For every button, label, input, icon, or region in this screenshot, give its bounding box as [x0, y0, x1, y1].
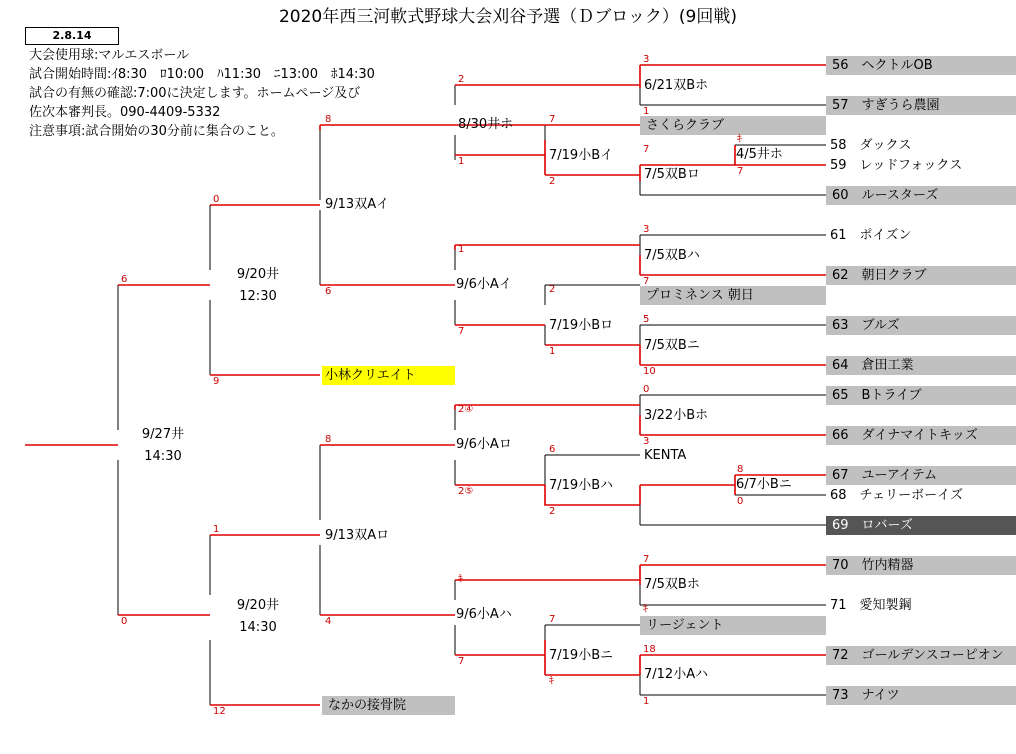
info-start-time: 試合開始時間:ｲ8:30 ﾛ10:00 ﾊ11:30 ﾆ13:00 ﾎ14:30 [29, 67, 375, 82]
match-label: 9/13双Aイ [325, 197, 390, 212]
match-label: 8/30井ホ [458, 117, 514, 132]
team-nakano: なかの接骨院 [322, 696, 455, 715]
match-label: 6/7小Bニ [736, 477, 792, 492]
team-59: 59 レッドフォックス [830, 158, 963, 173]
score: 1 [458, 244, 465, 255]
team-64: 64 倉田工業 [826, 356, 1016, 375]
team-regent: リージェント [640, 616, 826, 635]
team-61: 61 ポイズン [830, 228, 912, 243]
match-label: 7/19小Bニ [549, 648, 614, 663]
score: 6 [121, 274, 128, 285]
score: ｷ [458, 574, 463, 585]
score: 1 [643, 696, 650, 707]
info-umpire: 佐次本審判長。090-4409-5332 [29, 105, 221, 120]
score: 2⑤ [458, 486, 474, 497]
match-time: 12:30 [239, 289, 277, 304]
score: 7 [643, 554, 650, 565]
match-label: 7/19小Bイ [549, 148, 614, 163]
score: 7 [643, 276, 650, 287]
score: 2 [549, 176, 556, 187]
team-67: 67 ユーアイテム [826, 466, 1016, 485]
info-notes: 注意事項:試合開始の30分前に集合のこと。 [29, 124, 284, 139]
team-58: 58 ダックス [830, 138, 912, 153]
match-time: 14:30 [239, 620, 277, 635]
match-label: 7/19小Bハ [549, 478, 614, 493]
info-ball: 大会使用球:マルエスボール [29, 48, 190, 63]
score: 1 [549, 346, 556, 357]
score: 6 [325, 286, 332, 297]
score: 7 [458, 326, 465, 337]
score: ｷ [549, 676, 554, 687]
match-label: 3/22小Bホ [644, 408, 709, 423]
score: ｷ [643, 604, 648, 615]
match-label: 6/21双Bホ [644, 78, 709, 93]
score: 8 [325, 434, 332, 445]
score: 8 [737, 464, 744, 475]
match-label: 9/6小Aイ [456, 277, 512, 292]
team-kobayashi: 小林クリエイト [322, 366, 455, 385]
score: 7 [643, 144, 650, 155]
score: 1 [458, 156, 465, 167]
team-66: 66 ダイナマイトキッズ [826, 426, 1016, 445]
team-62: 62 朝日クラブ [826, 266, 1016, 285]
match-label: 7/5双Bロ [644, 167, 700, 182]
score: 5 [643, 314, 650, 325]
match-label: 7/5双Bニ [644, 338, 700, 353]
score: 2 [549, 506, 556, 517]
score: 7 [737, 166, 744, 177]
score: 3 [643, 224, 650, 235]
score: 1 [213, 524, 220, 535]
team-kenta: KENTA [644, 448, 687, 463]
score: 4 [325, 616, 332, 627]
team-72: 72 ゴールデンスコーピオン [826, 646, 1016, 665]
score: 0 [213, 194, 220, 205]
match-label: 7/5双Bハ [644, 248, 700, 263]
match-label: 9/20井 [236, 598, 280, 613]
team-60: 60 ルースターズ [826, 186, 1016, 205]
match-label: 4/5井ホ [736, 147, 783, 162]
score: 7 [549, 114, 556, 125]
score: ｷ [737, 134, 742, 145]
score: 7 [549, 614, 556, 625]
match-time: 14:30 [144, 449, 182, 464]
match-label: 7/5双Bホ [644, 577, 700, 592]
winner-lines [25, 65, 826, 705]
score: 2④ [458, 404, 474, 415]
score: 3 [643, 436, 650, 447]
score: 0 [643, 384, 650, 395]
score: 6 [549, 444, 556, 455]
score: 2 [458, 74, 465, 85]
score: 0 [121, 616, 128, 627]
match-label: 9/13双Aロ [325, 528, 390, 543]
team-65: 65 Bトライブ [826, 386, 1016, 405]
match-label: 9/6小Aハ [456, 607, 512, 622]
team-57: 57 すぎうら農園 [826, 96, 1016, 115]
score: 18 [643, 644, 656, 655]
team-73: 73 ナイツ [826, 686, 1016, 705]
info-confirmation: 試合の有無の確認:7:00に決定します。ホームページ及び [29, 86, 361, 101]
score: 8 [325, 114, 332, 125]
team-71: 71 愛知製鋼 [830, 598, 912, 613]
score: 2 [549, 284, 556, 295]
score: 1 [643, 106, 650, 117]
match-label: 9/27井 [141, 427, 185, 442]
team-68: 68 チェリーボーイズ [830, 488, 964, 503]
score: 10 [643, 366, 656, 377]
match-label: 7/19小Bロ [549, 318, 614, 333]
team-sakura: さくらクラブ [640, 116, 826, 135]
score: 9 [213, 376, 220, 387]
date-box: 2.8.14 [25, 27, 119, 45]
team-63: 63 ブルズ [826, 316, 1016, 335]
match-label: 9/6小Aロ [456, 437, 512, 452]
team-69: 69 ロバーズ [826, 516, 1016, 535]
team-56: 56 ヘクトルOB [826, 56, 1016, 75]
score: 7 [458, 656, 465, 667]
score: 12 [213, 706, 226, 717]
team-70: 70 竹内精器 [826, 556, 1016, 575]
score: 0 [737, 496, 744, 507]
team-prominence: プロミネンス 朝日 [640, 286, 826, 305]
match-label: 7/12小Aハ [644, 667, 709, 682]
score: 3 [643, 54, 650, 65]
page-title: 2020年西三河軟式野球大会刈谷予選（Ｄブロック）(9回戦) [278, 7, 737, 27]
match-label: 9/20井 [236, 267, 280, 282]
